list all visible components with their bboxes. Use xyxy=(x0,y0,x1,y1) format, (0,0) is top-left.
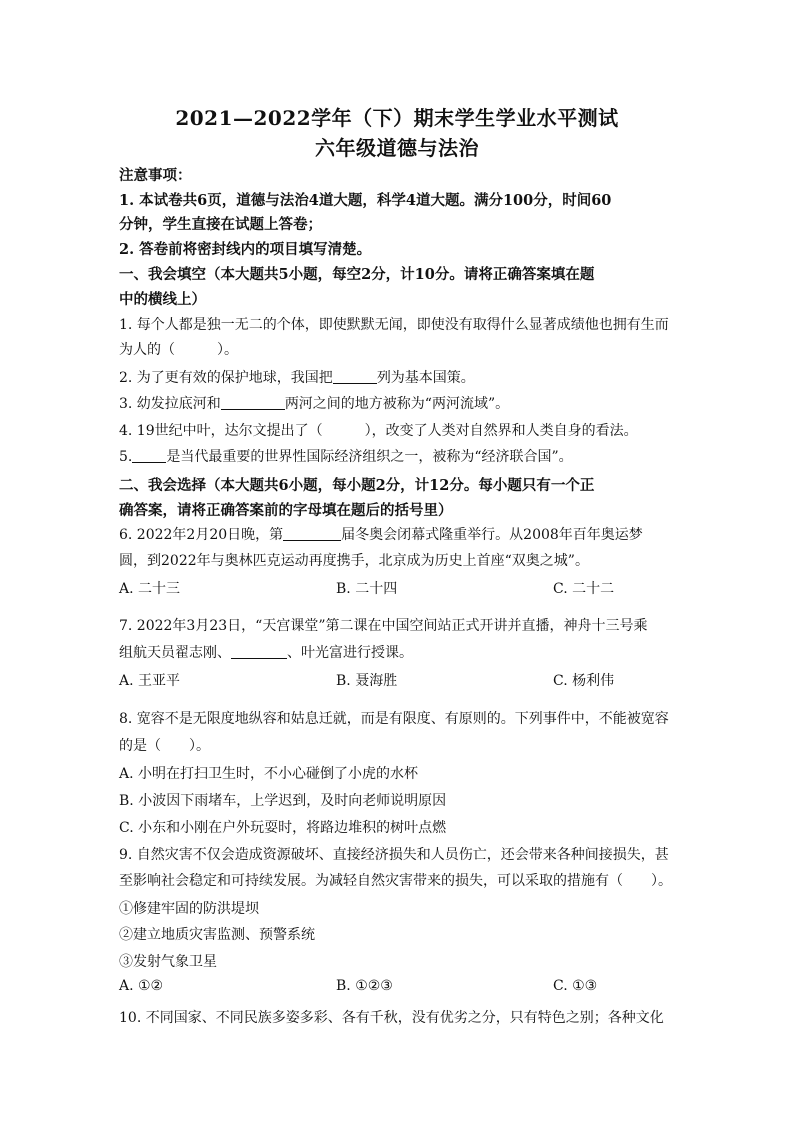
question-8-option-c[interactable]: C. 小东和小刚在户外玩耍时，将路边堆积的树叶点燃 xyxy=(119,820,447,836)
question-9-option-a[interactable]: A. ①② xyxy=(119,978,164,994)
answer-blank[interactable] xyxy=(221,395,285,410)
question-2-text-end: 列为基本国策。 xyxy=(376,370,475,386)
question-3-text-end: 两河之间的地方被称为“两河流域”。 xyxy=(284,396,510,412)
question-5-text: 是当代最重要的世界性国际经济组织之一，被称为“经济联合国”。 xyxy=(166,449,573,465)
question-8-option-a[interactable]: A. 小明在打扫卫生时，不小心碰倒了小虎的水杯 xyxy=(119,766,419,782)
question-6-option-c[interactable]: C. 二十二 xyxy=(553,581,615,597)
question-7-cont xyxy=(119,642,679,662)
note-item-1-cont: 分钟，学生直接在试题上答卷； xyxy=(119,216,322,233)
question-10: 10. 不同国家、不同民族多姿多彩、各有千秋，没有优劣之分，只有特色之别；各种文化 xyxy=(119,1010,664,1026)
question-8-cont: 的是（ ）。 xyxy=(119,738,210,754)
question-9-cont: 至影响社会稳定和可持续发展。为减轻自然灾害带来的损失，可以采取的措施有（ ）。 xyxy=(119,873,672,889)
question-9-option-b[interactable]: B. ①②③ xyxy=(336,978,393,994)
question-9-item-2: ②建立地质灾害监测、预警系统 xyxy=(119,927,315,943)
answer-blank[interactable] xyxy=(231,644,287,659)
question-6-text-end: 届冬奥会闭幕式隆重举行。从2008年百年奥运梦 xyxy=(341,527,643,543)
question-6 xyxy=(119,524,679,544)
question-8: 8. 宽容不是无限度地纵容和姑息迁就，而是有限度、有原则的。下列事件中，不能被宽容 xyxy=(119,711,669,727)
question-5 xyxy=(119,446,679,466)
question-9-option-c[interactable]: C. ①③ xyxy=(553,978,598,994)
question-7: 7. 2022年3月23日，“天宫课堂”第二课在中国空间站正式开讲并直播，神舟十三号乘 xyxy=(119,618,648,634)
question-9: 9. 自然灾害不仅会造成资源破坏、直接经济损失和人员伤亡，还会带来各种间接损失，甚 xyxy=(119,847,669,863)
notes-heading: 注意事项： xyxy=(119,167,192,184)
question-9-item-1: ①修建牢固的防洪堤坝 xyxy=(119,901,259,917)
question-6-cont: 圆，到2022年与奥林匹克运动再度携手，北京成为历史上首座“双奥之城”。 xyxy=(119,553,589,569)
question-2 xyxy=(119,367,679,387)
question-6-text-start: 6. 2022年2月20日晚，第 xyxy=(119,527,284,543)
note-item-2: 2. 答卷前将密封线内的项目填写清楚。 xyxy=(119,241,372,258)
question-6-option-a[interactable]: A. 二十三 xyxy=(119,581,181,597)
question-2-text-start: 2. 为了更有效的保护地球，我国把 xyxy=(119,370,333,386)
question-9-item-3: ③发射气象卫星 xyxy=(119,954,217,970)
answer-blank[interactable] xyxy=(283,526,341,541)
section2-heading: 二、我会选择（本大题共6小题，每小题2分，计12分。每小题只有一个正 xyxy=(119,477,595,494)
question-1: 1. 每个人都是独一无二的个体，即使默默无闻，即使没有取得什么显著成绩他也拥有生而 xyxy=(119,317,669,333)
question-7-option-a[interactable]: A. 王亚平 xyxy=(119,673,181,689)
question-7-text-end: 、叶光富进行授课。 xyxy=(287,645,413,661)
question-3-text-start: 3. 幼发拉底河和 xyxy=(119,396,221,412)
question-7-text-start: 组航天员翟志刚、 xyxy=(119,645,231,661)
answer-blank[interactable] xyxy=(132,448,166,463)
exam-subtitle: 六年级道德与法治 xyxy=(315,136,479,160)
question-1-cont: 为人的（ ）。 xyxy=(119,342,238,358)
question-5-number: 5. xyxy=(119,449,133,465)
question-6-option-b[interactable]: B. 二十四 xyxy=(336,581,398,597)
question-3 xyxy=(119,393,679,413)
note-item-1: 1. 本试卷共6页，道德与法治4道大题，科学4道大题。满分100分，时间60 xyxy=(119,192,612,209)
question-7-option-b[interactable]: B. 聂海胜 xyxy=(336,673,398,689)
question-4: 4. 19世纪中叶，达尔文提出了（ ），改变了人类对自然界和人类自身的看法。 xyxy=(119,423,638,439)
question-7-option-c[interactable]: C. 杨利伟 xyxy=(553,673,615,689)
question-8-option-b[interactable]: B. 小波因下雨堵车，上学迟到，及时向老师说明原因 xyxy=(119,793,447,809)
exam-title: 2021—2022学年（下）期末学生学业水平测试 xyxy=(175,106,619,130)
section2-heading-cont: 确答案，请将正确答案前的字母填在题后的括号里） xyxy=(119,502,453,519)
section1-heading-cont: 中的横线上） xyxy=(119,291,206,308)
answer-blank[interactable] xyxy=(333,369,377,384)
section1-heading: 一、我会填空（本大题共5小题，每空2分，计10分。请将正确答案填在题 xyxy=(119,266,595,283)
